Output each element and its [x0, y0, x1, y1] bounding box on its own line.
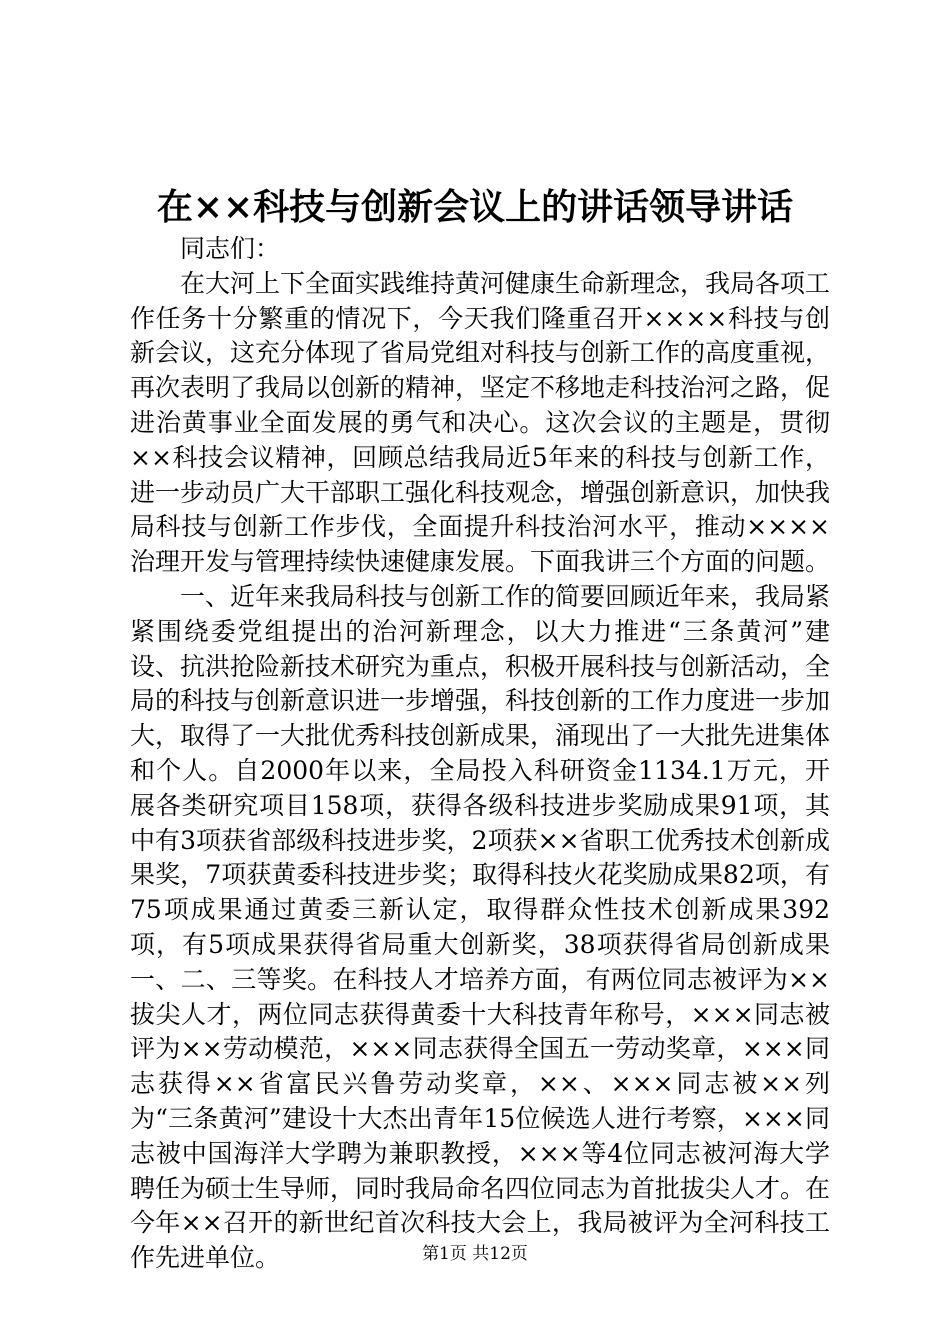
document-body [130, 232, 830, 1276]
paragraph-intro: 在大河上下全面实践维持黄河健康生命新理念，我局各项工作任务十分繁重的情况下，今天我们隆重召开××××科技与创新会议，这充分体现了省局党组对科技与创新工作的高度重视，再次表明了我局以创新的精神，坚定不移地走科技治河之路，促进治黄事业全面发展的勇气和决心。这次会议的主题是，贯彻××科技会议精神，回顾总结我局近5年来的科技与创新工作，进一步动员广大干部职工强化科技观念，增强创新意识，加快我局科技与创新工作步伐，全面提升科技治河水平，推动××××治理开发与管理持续快速健康发展。下面我讲三个方面的问题。 [130, 268, 831, 577]
page-number: 第1页 共12页 [422, 1244, 528, 1264]
document-title: 在××科技与创新会议上的讲话领导讲话 [156, 186, 794, 228]
salutation: 同志们： [180, 234, 281, 263]
paragraph-review: 一、近年来我局科技与创新工作的简要回顾近年来，我局紧紧围绕委党组提出的治河新理念，以大力推进“三条黄河”建设、抗洪抢险新技术研究为重点，积极开展科技与创新活动，全局的科技与创新意识进一步增强，科技创新的工作力度进一步加大，取得了一大批优秀科技创新成果，涌现出了一大批先进集体和个人。自2000年以来，全局投入科研资金1134.1万元，开展各类研究项目158项，获得各级科技进步奖励成果91项，其中有3项获省部级科技进步奖，2项获××省职工优秀技术创新成果奖，7项获黄委科技进步奖；取得科技火花奖励成果82项，有75项成果通过黄委三新认定，取得群众性技术创新成果392项，有5项成果获得省局重大创新奖，38项获得省局创新成果一、二、三等奖。在科技人才培养方面，有两位同志被评为××拔尖人才，两位同志获得黄委十大科技青年称号，×××同志被评为××劳动模范，×××同志获得全国五一劳动奖章，×××同志获得××省富民兴鲁劳动奖章，××、×××同志被××列为“三条黄河”建设十大杰出青年15位候选人进行考察，×××同志被中国海洋大学聘为兼职教授，×××等4位同志被河海大学聘任为硕士生导师，同时我局命名四位同志为首批拔尖人才。在今年××召开的新世纪首次科技大会上，我局被评为全河科技工作先进单位。 [130, 581, 831, 1273]
